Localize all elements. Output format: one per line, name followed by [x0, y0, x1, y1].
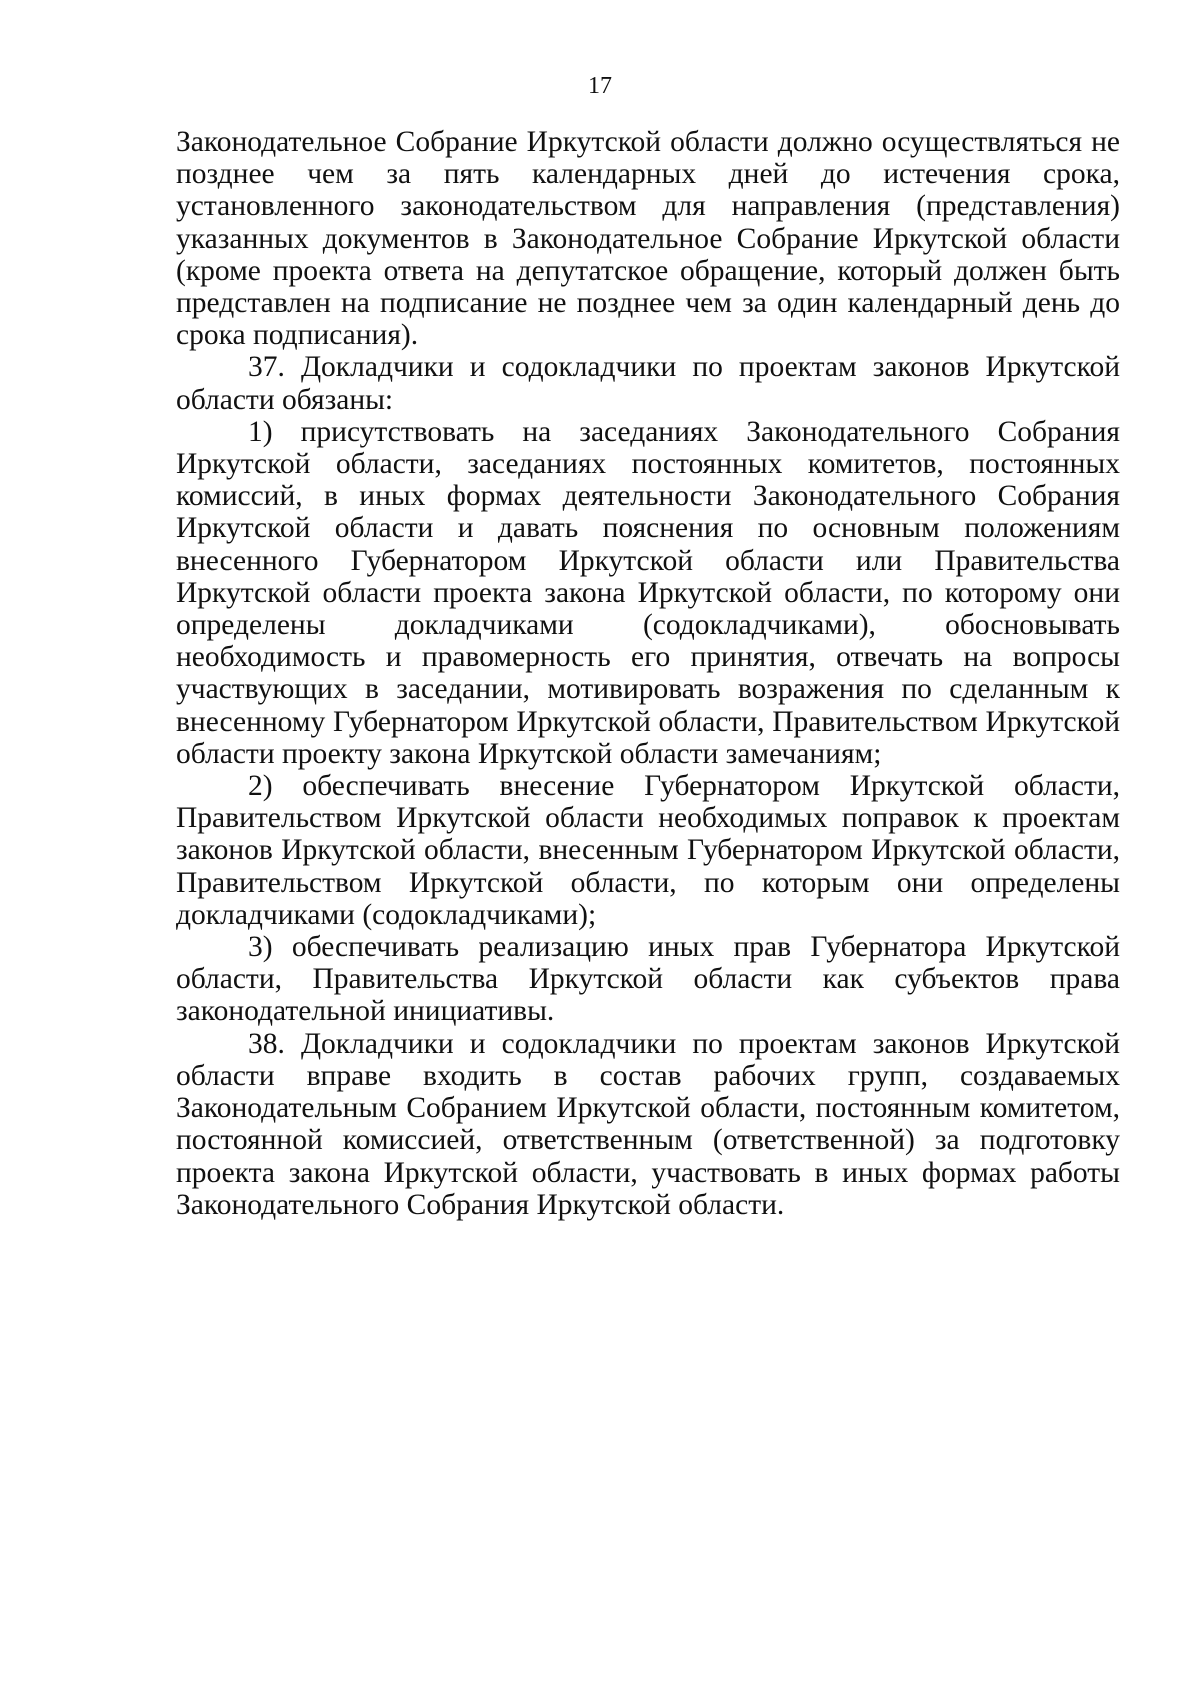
paragraph-subitem-2: 2) обеспечивать внесение Губернатором Иркутской области, Правительством Иркутской области необходимых поправок к проектам законов Иркутской области, внесенным Губернатором Иркутской области, Правительством Иркутской области, по которым они определены докладчиками (содокладчиками); — [176, 770, 1120, 931]
paragraph-item-38: 38. Докладчики и содокладчики по проектам законов Иркутской области вправе входить в состав рабочих групп, создаваемых Законодательным Собранием Иркутской области, постоянным комитетом, постоянной комиссией, ответственным (ответственной) за подготовку проекта закона Иркутской области, участвовать в иных формах работы Законодательного Собрания Иркутской области. — [176, 1027, 1120, 1221]
page-number: 17 — [588, 73, 612, 99]
paragraph-continuation: Законодательное Собрание Иркутской области должно осуществляться не позднее чем за пять календарных дней до истечения срока, установленного законодательством для направления (представления) указанных документов в Законодательное Собрание Иркутской области (кроме проекта ответа на депутатское обращение, который должен быть представлен на подписание не позднее чем за один календарный день до срока подписания). — [176, 126, 1120, 352]
paragraph-item-37: 37. Докладчики и содокладчики по проектам законов Иркутской области обязаны: — [176, 351, 1120, 416]
paragraph-subitem-3: 3) обеспечивать реализацию иных прав Губернатора Иркутской области, Правительства Иркутской области как субъектов права законодательной инициативы. — [176, 931, 1120, 1028]
paragraph-subitem-1: 1) присутствовать на заседаниях Законодательного Собрания Иркутской области, заседаниях постоянных комитетов, постоянных комиссий, в иных формах деятельности Законодательного Собрания Иркутской области и давать пояснения по основным положениям внесенного Губернатором Иркутской области или Правительства Иркутской области проекта закона Иркутской области, по которому они определены докладчиками (содокладчиками), обосновывать необходимость и правомерность его принятия, отвечать на вопросы участвующих в заседании, мотивировать возражения по сделанным к внесенному Губернатором Иркутской области, Правительством Иркутской области проекту закона Иркутской области замечаниям; — [176, 415, 1120, 770]
document-body — [176, 126, 1120, 1221]
